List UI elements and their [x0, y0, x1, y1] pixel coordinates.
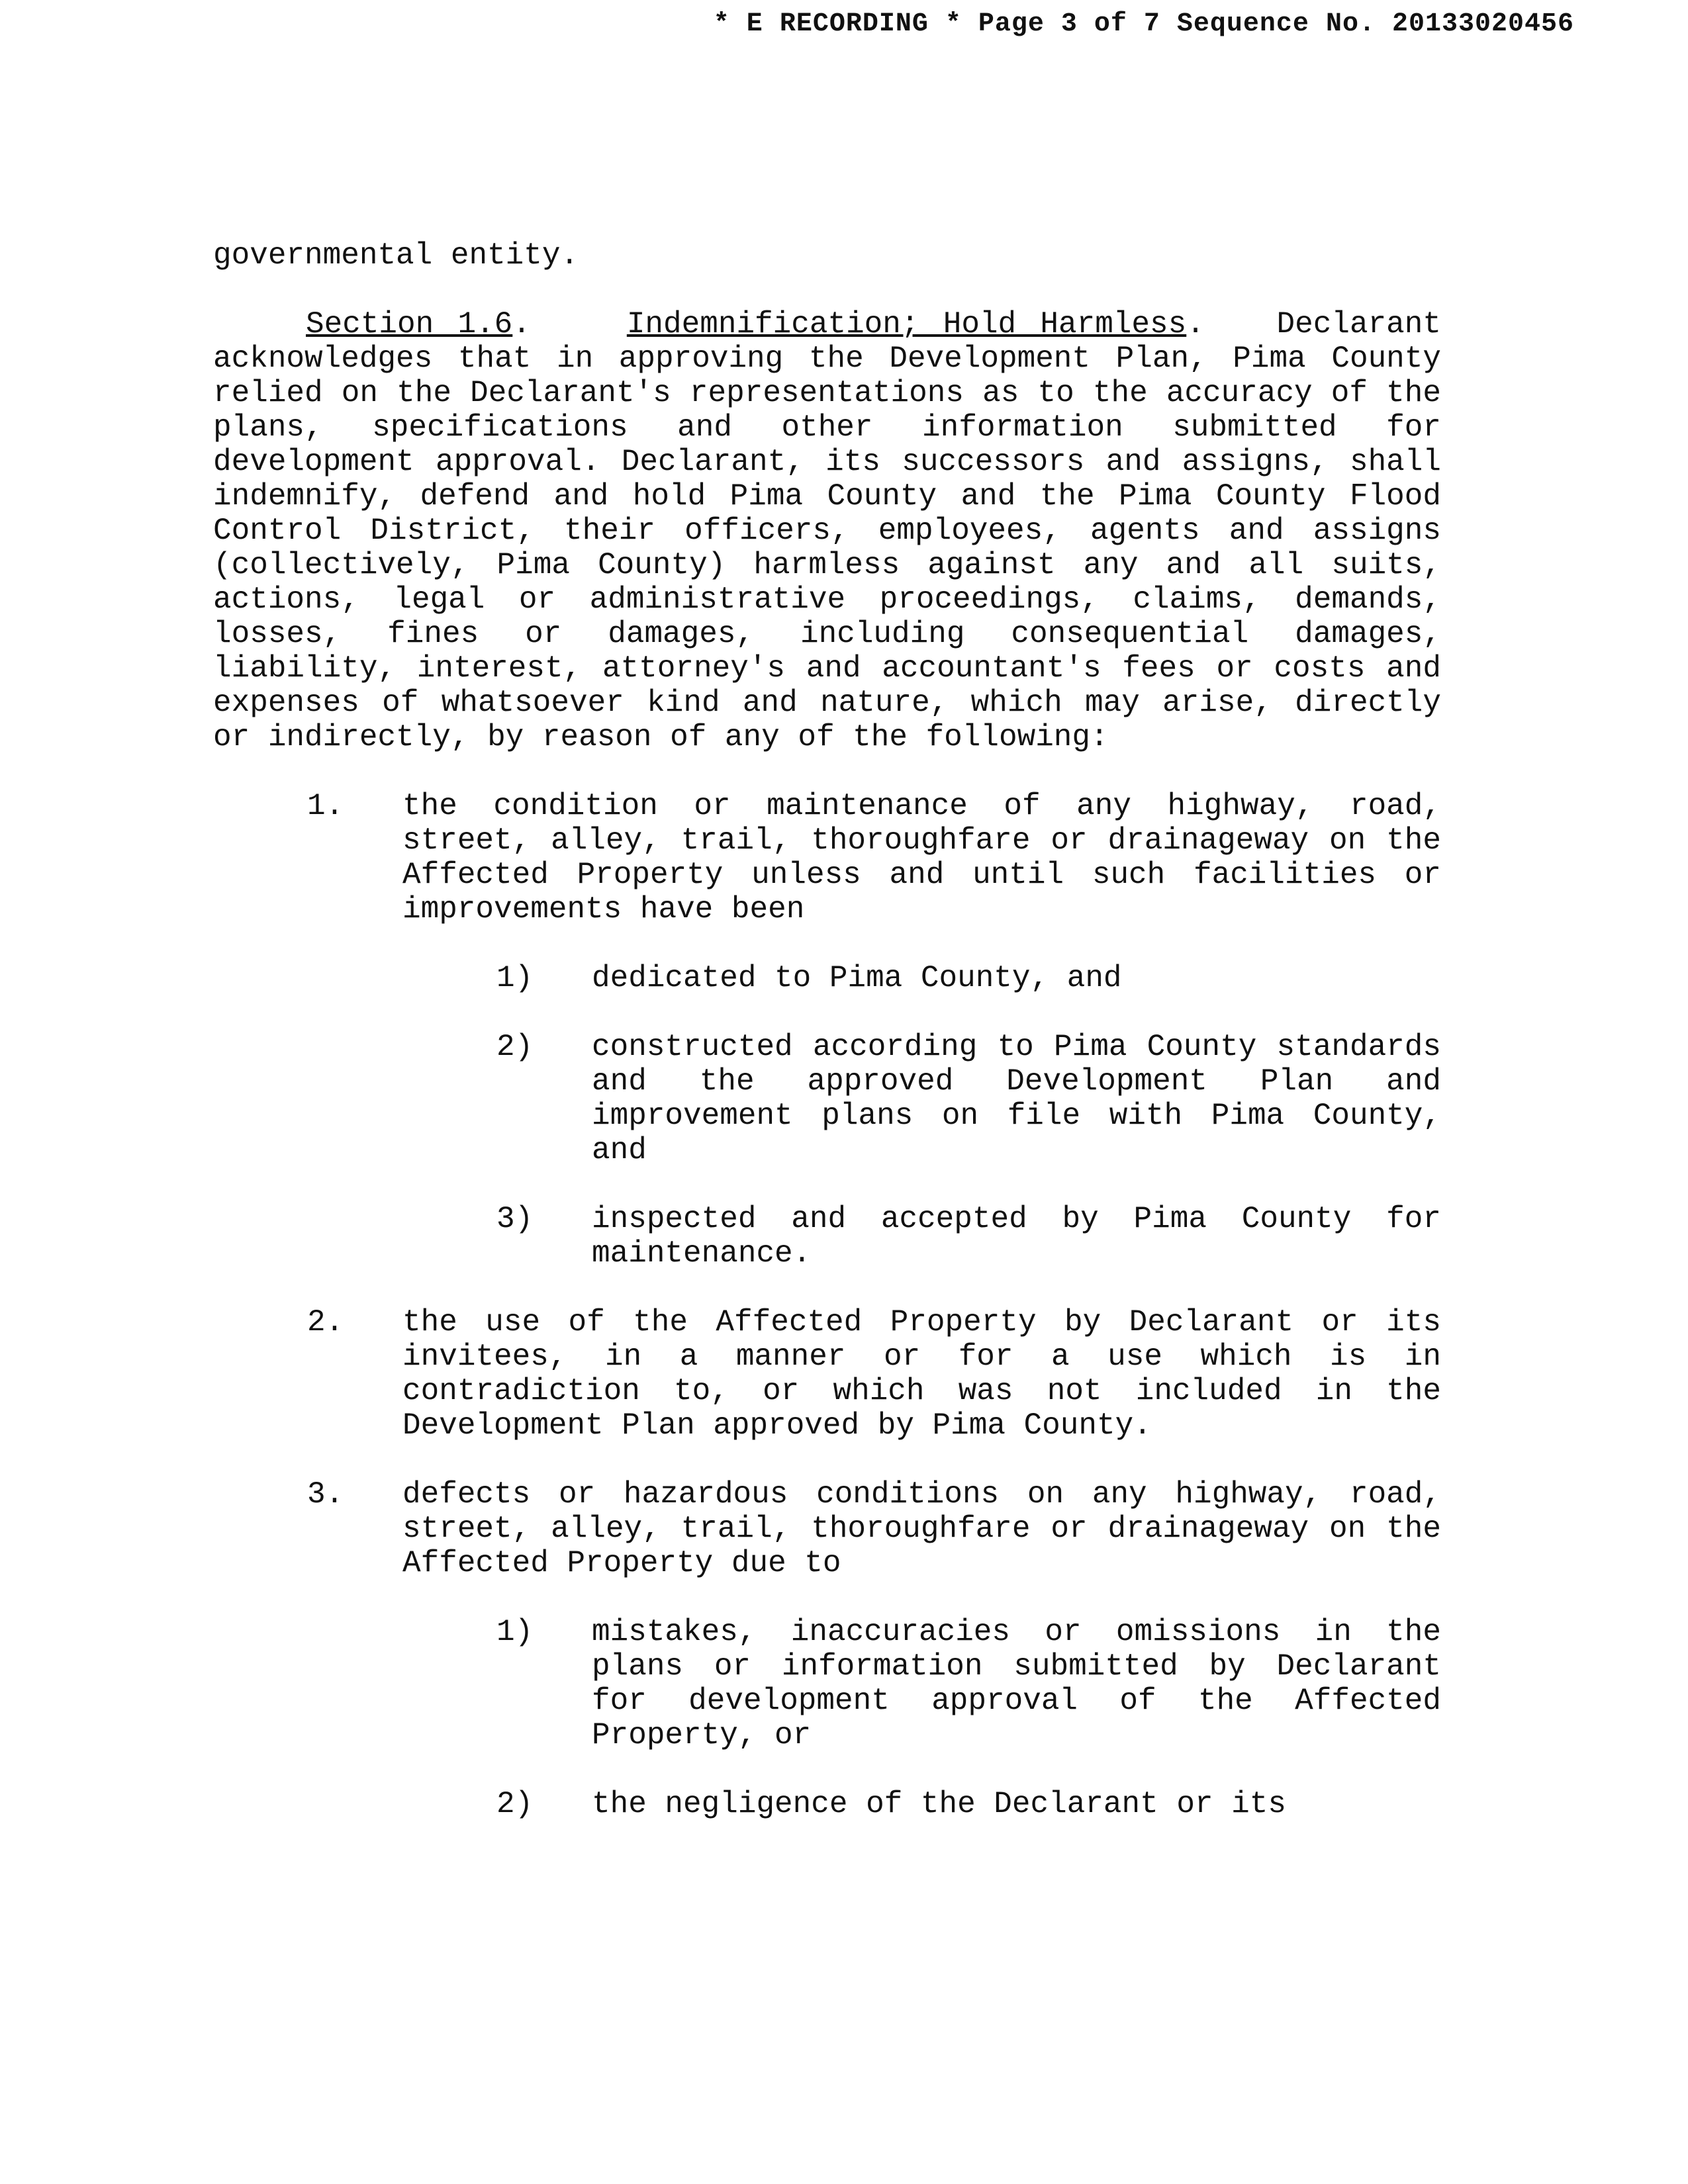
subitem-text: mistakes, inaccuracies or omissions in the plans or information submitted by Declarant for development approval of the Affected Property, or	[592, 1615, 1441, 1752]
subitem-number: 2)	[496, 1030, 534, 1064]
subitem-text: constructed according to Pima County standards and the approved Development Plan and improvement plans on file with Pima County, and	[592, 1030, 1441, 1167]
sub-list-item	[213, 1615, 1441, 1752]
document-body	[213, 238, 1441, 1856]
item-number: 2.	[307, 1305, 344, 1340]
item-number: 1.	[307, 789, 344, 823]
sub-list-item	[213, 1030, 1441, 1167]
item-text: the condition or maintenance of any highway, road, street, alley, trail, thoroughfare or drainageway on the Affected Property unless and until such facilities or improvements have been	[402, 789, 1441, 927]
continuation-text: governmental entity.	[213, 238, 579, 273]
subitem-number: 1)	[496, 961, 534, 995]
sub-list-item	[213, 1787, 1441, 1821]
section-body: Declarant acknowledges that in approving the Development Plan, Pima County relied on the Declarant's representations as to the accuracy of the plans, specifications and other information submitted for development approval. Declarant, its successors and assigns, shall indemnify, defend and hold Pima County and the Pima County Flood Control District, their officers, employees, agents and assigns (collectively, Pima County) harmless against any and all suits, actions, legal or administrative proceedings, claims, demands, losses, fines or damages, including consequential damages, liability, interest, attorney's and accountant's fees or costs and expenses of whatsoever kind and nature, which may arise, directly or indirectly, by reason of any of the following:	[213, 307, 1441, 754]
sub-list-item	[213, 1202, 1441, 1271]
section-number: Section 1.6	[306, 307, 513, 341]
item-text: defects or hazardous conditions on any highway, road, street, alley, trail, thoroughfare or drainageway on the Affected Property due to	[402, 1477, 1441, 1580]
subitem-text: inspected and accepted by Pima County for maintenance.	[592, 1202, 1441, 1271]
recording-header: * E RECORDING * Page 3 of 7 Sequence No. 20133020456	[713, 9, 1574, 39]
section-paragraph: Section 1.6. Indemnification; Hold Harmless. Declarant acknowledges that in approving the Development Plan, Pima County relied on the Declarant's representations as to the accuracy of the plans, specifications and other information submitted for development approval. Declarant, its successors and assigns, shall indemnify, defend and hold Pima County and the Pima County Flood Control District, their officers, employees, agents and assigns (collectively, Pima County) harmless against any and all suits, actions, legal or administrative proceedings, claims, demands, losses, fines or damages, including consequential damages, liability, interest, attorney's and accountant's fees or costs and expenses of whatsoever kind and nature, which may arise, directly or indirectly, by reason of any of the following:	[213, 307, 1441, 754]
subitem-text: the negligence of the Declarant or its	[592, 1787, 1286, 1821]
section-title: Indemnification; Hold Harmless	[626, 307, 1187, 341]
subitem-number: 3)	[496, 1202, 534, 1236]
subitem-number: 1)	[496, 1615, 534, 1649]
list-item	[213, 789, 1441, 927]
item-number: 3.	[307, 1477, 344, 1512]
sub-list-item	[213, 961, 1441, 995]
subitem-text: dedicated to Pima County, and	[592, 961, 1122, 995]
subitem-number: 2)	[496, 1787, 534, 1821]
item-text: the use of the Affected Property by Declarant or its invitees, in a manner or for a use which is in contradiction to, or which was not included in the Development Plan approved by Pima County.	[402, 1305, 1441, 1443]
list-item	[213, 1305, 1441, 1443]
list-item	[213, 1477, 1441, 1580]
